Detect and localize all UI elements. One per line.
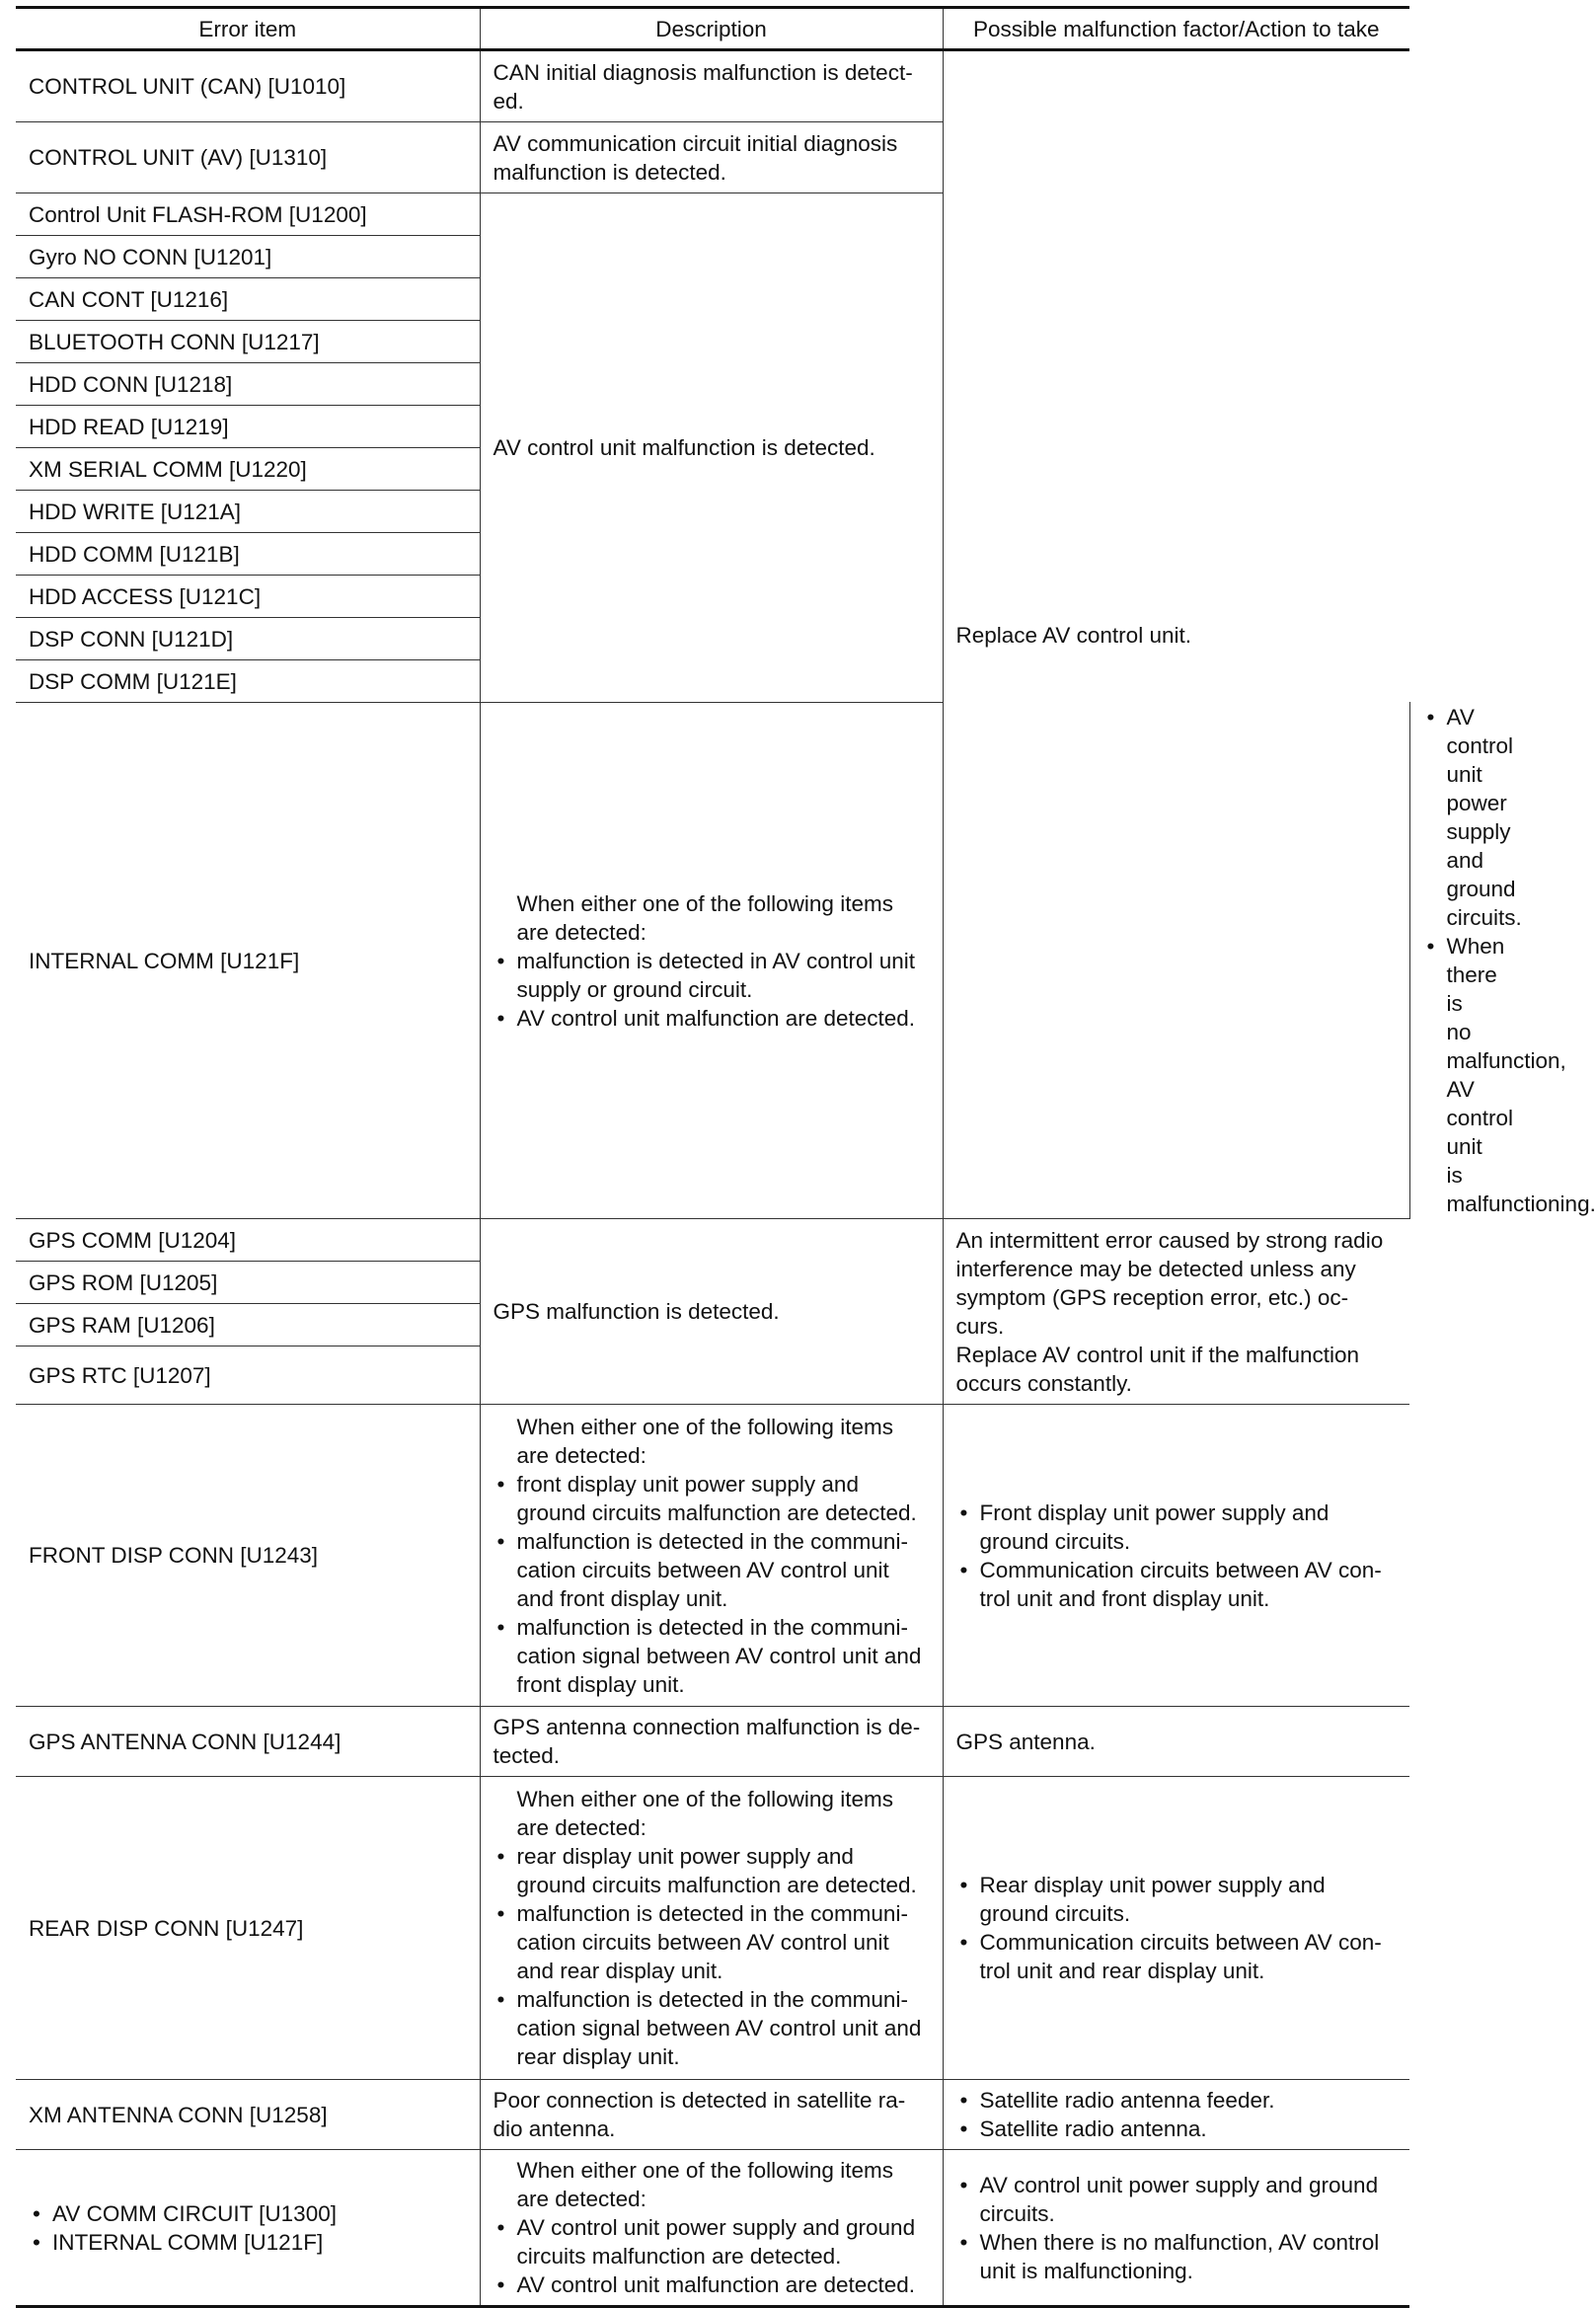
bullet-item xyxy=(494,1613,930,1699)
text-line: • Rear display unit power supply and xyxy=(979,1873,1326,1897)
description-cell xyxy=(480,122,943,193)
description-cell: AV control unit malfunction is detected. xyxy=(480,193,943,703)
text-line: Poor connection is detected in satellite ra- xyxy=(493,2088,906,2113)
text-line: rear display unit. xyxy=(516,2044,680,2069)
text-line: unit is malfunctioning. xyxy=(979,2258,1193,2283)
text-line: cation signal between AV control unit and xyxy=(516,1643,922,1668)
bullet-item xyxy=(29,2228,467,2257)
text-line: cation circuits between AV control unit xyxy=(516,1930,889,1955)
description-cell xyxy=(480,703,943,1219)
table-row xyxy=(16,1219,1409,1262)
text-line: dio antenna. xyxy=(493,2116,616,2141)
text-line: AV communication circuit initial diagnosis xyxy=(493,130,898,156)
text-line: • rear display unit power supply and xyxy=(516,1844,854,1869)
text-line: ground circuits. xyxy=(979,1901,1131,1926)
text-line: are detected: xyxy=(516,919,646,945)
text-line: • AV control unit power supply and ground xyxy=(979,2172,1379,2197)
text-line: • AV control unit malfunction are detected. xyxy=(516,2272,916,2297)
description-cell xyxy=(480,2150,943,2307)
text-line: ground circuits malfunction are detected. xyxy=(516,1500,917,1525)
description-cell: GPS malfunction is detected. xyxy=(480,1219,943,1405)
bullet-item xyxy=(494,1004,930,1033)
text-line: occurs constantly. xyxy=(955,1370,1132,1396)
error-item-cell: Gyro NO CONN [U1201] xyxy=(16,236,480,278)
text-line: • malfunction is detected in the communi- xyxy=(516,1528,908,1554)
error-item-cell: GPS COMM [U1204] xyxy=(16,1219,480,1262)
text-line: ground circuits malfunction are detected. xyxy=(516,1873,917,1897)
bullet-item xyxy=(494,1527,930,1613)
text-line: and rear display unit. xyxy=(516,1959,723,1983)
bullet-item xyxy=(494,1985,930,2071)
bullet-item xyxy=(29,2199,467,2228)
header-row xyxy=(16,8,1409,50)
action-cell xyxy=(943,2150,1409,2307)
bullet-item xyxy=(956,1499,1398,1556)
text-line: supply or ground circuit. xyxy=(516,976,753,1002)
table-row xyxy=(16,1405,1409,1707)
text-line: • malfunction is detected in the communi- xyxy=(516,1987,908,2012)
text-line: front display unit. xyxy=(516,1671,685,1697)
action-cell: Replace AV control unit. xyxy=(943,50,1409,1219)
text-line: symptom (GPS reception error, etc.) oc- xyxy=(955,1284,1349,1310)
action-cell: GPS antenna. xyxy=(943,1707,1409,1777)
error-item-cell: DSP COMM [U121E] xyxy=(16,660,480,703)
text-line: are detected: xyxy=(516,1442,646,1468)
text-line: • Front display unit power supply and xyxy=(979,1500,1330,1525)
description-cell xyxy=(480,1777,943,2080)
error-item-cell: GPS ROM [U1205] xyxy=(16,1262,480,1304)
text-line: When either one of the following items xyxy=(516,1414,893,1439)
text-line: • malfunction is detected in the communi- xyxy=(516,1901,908,1926)
description-cell xyxy=(480,1405,943,1707)
text-line: • AV COMM CIRCUIT [U1300] xyxy=(52,2200,337,2226)
table-row xyxy=(16,2150,1409,2307)
bullet-item xyxy=(494,1899,930,1985)
bullet-item xyxy=(956,1928,1398,1985)
error-item-cell: GPS RAM [U1206] xyxy=(16,1304,480,1346)
bullet-item xyxy=(956,2115,1398,2143)
text-line: When either one of the following items xyxy=(516,2158,893,2183)
bullet-item xyxy=(494,1470,930,1527)
error-item-cell: HDD COMM [U121B] xyxy=(16,533,480,576)
text-line: ed. xyxy=(493,88,524,114)
text-line: tected. xyxy=(493,1743,561,1768)
text-line: are detected: xyxy=(516,2187,646,2211)
action-cell xyxy=(943,1219,1409,1405)
action-cell xyxy=(943,1777,1409,2080)
text-line: GPS antenna connection malfunction is de- xyxy=(493,1715,921,1739)
error-item-cell: Control Unit FLASH-ROM [U1200] xyxy=(16,193,480,236)
error-item-cell: HDD ACCESS [U121C] xyxy=(16,576,480,618)
action-cell xyxy=(943,1405,1409,1707)
bullet-item xyxy=(956,1556,1398,1613)
text-line: are detected: xyxy=(516,1815,646,1840)
text-line: cation signal between AV control unit and xyxy=(516,2016,922,2040)
error-item-cell: GPS ANTENNA CONN [U1244] xyxy=(16,1707,480,1777)
action-cell xyxy=(943,2080,1409,2150)
bullet-item xyxy=(494,1842,930,1899)
error-item-cell: INTERNAL COMM [U121F] xyxy=(16,703,480,1219)
table-row xyxy=(16,1707,1409,1777)
text-line: cation circuits between AV control unit xyxy=(516,1557,889,1582)
error-item-cell: CONTROL UNIT (AV) [U1310] xyxy=(16,122,480,193)
bullet-item xyxy=(956,2171,1398,2228)
header-error-item: Error item xyxy=(16,8,480,50)
description-cell xyxy=(480,50,943,122)
error-item-cell: GPS RTC [U1207] xyxy=(16,1346,480,1405)
text-line: • malfunction is detected in the communi- xyxy=(516,1614,908,1640)
text-line: • INTERNAL COMM [U121F] xyxy=(52,2229,324,2255)
error-table xyxy=(16,6,1596,2308)
header-description: Description xyxy=(480,8,943,50)
text-line: When either one of the following items xyxy=(516,890,893,916)
text-line: • malfunction is detected in AV control unit xyxy=(516,948,916,973)
bullet-item xyxy=(494,2213,930,2270)
bullet-item xyxy=(956,2086,1398,2115)
table-row xyxy=(16,2080,1409,2150)
error-item-cell: FRONT DISP CONN [U1243] xyxy=(16,1405,480,1707)
text-line: • Satellite radio antenna feeder. xyxy=(979,2088,1275,2113)
bullet-item xyxy=(956,1871,1398,1928)
bullet-item: • When there is no malfunction, AV control unit is malfunctioning. xyxy=(1423,932,1447,1218)
text-line: and front display unit. xyxy=(516,1585,728,1611)
bullet-item xyxy=(494,947,930,1004)
text-line: trol unit and front display unit. xyxy=(979,1585,1270,1611)
text-line: Replace AV control unit if the malfunction xyxy=(955,1342,1360,1367)
text-line: • Communication circuits between AV con- xyxy=(979,1930,1382,1955)
error-item-cell: HDD READ [U1219] xyxy=(16,406,480,448)
error-item-cell: CONTROL UNIT (CAN) [U1010] xyxy=(16,50,480,122)
text-line: • AV control unit power supply and ground xyxy=(516,2215,916,2240)
text-line: ground circuits. xyxy=(979,1528,1131,1554)
error-item-cell xyxy=(16,2150,480,2307)
text-line: curs. xyxy=(955,1313,1005,1339)
text-line: When either one of the following items xyxy=(516,1787,893,1811)
text-line: • Communication circuits between AV con- xyxy=(979,1557,1382,1582)
table-row xyxy=(16,50,1409,122)
error-item-cell: HDD CONN [U1218] xyxy=(16,363,480,406)
text-line: • When there is no malfunction, AV control xyxy=(979,2229,1380,2255)
error-item-cell: REAR DISP CONN [U1247] xyxy=(16,1777,480,2080)
error-item-cell: HDD WRITE [U121A] xyxy=(16,491,480,533)
text-line: trol unit and rear display unit. xyxy=(979,1959,1265,1983)
text-line: circuits. xyxy=(979,2200,1055,2226)
error-item-cell: DSP CONN [U121D] xyxy=(16,618,480,660)
text-line: An intermittent error caused by strong radio xyxy=(955,1227,1384,1253)
error-item-cell: BLUETOOTH CONN [U1217] xyxy=(16,321,480,363)
text-line: • front display unit power supply and xyxy=(516,1471,859,1497)
bullet-item xyxy=(494,2270,930,2299)
header-action: Possible malfunction factor/Action to take xyxy=(943,8,1409,50)
bullet-item: • AV control unit power supply and ground circuits. xyxy=(1423,703,1447,932)
text-line: CAN initial diagnosis malfunction is detect- xyxy=(493,59,913,85)
description-cell xyxy=(480,1707,943,1777)
error-item-cell: CAN CONT [U1216] xyxy=(16,278,480,321)
text-line: • Satellite radio antenna. xyxy=(979,2116,1207,2141)
description-cell xyxy=(480,2080,943,2150)
text-line: circuits malfunction are detected. xyxy=(516,2244,842,2269)
table-row xyxy=(16,1777,1409,2080)
bullet-item xyxy=(956,2228,1398,2285)
text-line: • AV control unit malfunction are detected. xyxy=(516,1005,916,1031)
text-line: malfunction is detected. xyxy=(493,159,726,185)
text-line: interference may be detected unless any xyxy=(955,1256,1356,1281)
error-item-cell: XM SERIAL COMM [U1220] xyxy=(16,448,480,491)
error-item-cell: XM ANTENNA CONN [U1258] xyxy=(16,2080,480,2150)
